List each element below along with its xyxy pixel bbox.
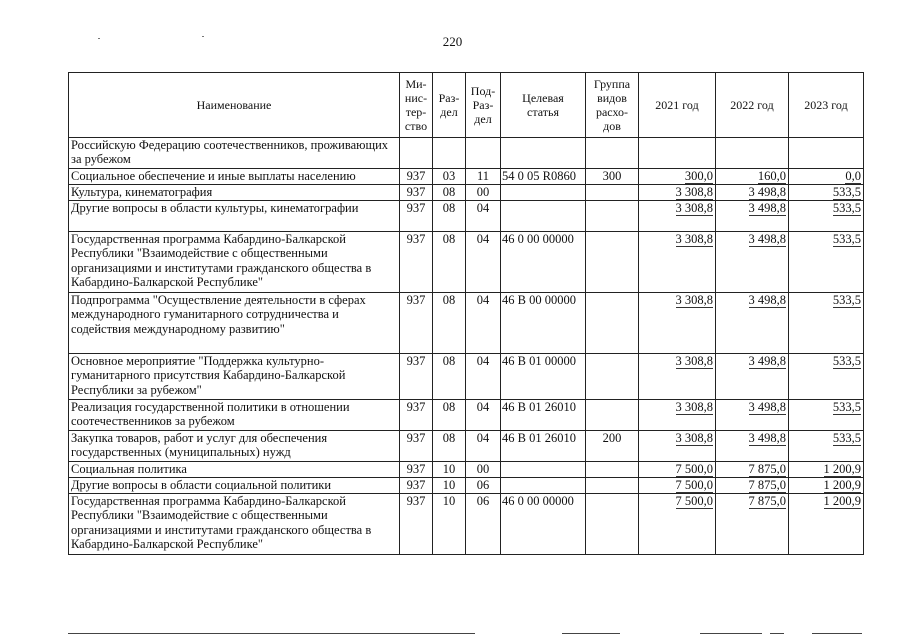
- table-row: [69, 431, 864, 462]
- header-section: Раз- дел: [433, 73, 466, 138]
- cell-2023-value: 533,5: [832, 185, 861, 199]
- cell-2023: [789, 293, 864, 354]
- cell-2021: [639, 494, 716, 555]
- cell-ministry: 937: [400, 354, 433, 400]
- cell-2022: [716, 431, 789, 462]
- header-name: Наименование: [69, 73, 400, 138]
- cell-2023: [789, 494, 864, 555]
- cell-2021-value: 300,0: [684, 169, 713, 183]
- cell-target-article: 46 0 00 00000: [501, 494, 586, 555]
- cell-2023: [789, 169, 864, 185]
- table-row: [69, 478, 864, 494]
- cell-expense-group: [586, 462, 639, 478]
- cell-expense-group: [586, 138, 639, 169]
- cell-target-article: 46 В 01 26010: [501, 431, 586, 462]
- cell-2022: [716, 478, 789, 494]
- cell-subsection: 00: [466, 185, 501, 201]
- cell-subsection: 04: [466, 400, 501, 431]
- cell-ministry: 937: [400, 494, 433, 555]
- cell-subsection: 06: [466, 494, 501, 555]
- cell-ministry: [400, 138, 433, 169]
- cell-2021-value: 7 500,0: [675, 478, 713, 492]
- cell-ministry: 937: [400, 293, 433, 354]
- cell-2023-value: 533,5: [832, 400, 861, 414]
- cell-ministry: 937: [400, 462, 433, 478]
- table-row: [69, 462, 864, 478]
- cell-2023-value: 533,5: [832, 293, 861, 307]
- cell-subsection: 04: [466, 293, 501, 354]
- cell-2022-value: 3 498,8: [748, 185, 786, 199]
- cell-expense-group: [586, 185, 639, 201]
- cell-2021-value: 3 308,8: [675, 293, 713, 307]
- cell-2023: [789, 462, 864, 478]
- cell-subsection: 04: [466, 232, 501, 293]
- cell-target-article: [501, 138, 586, 169]
- cell-ministry: 937: [400, 201, 433, 232]
- header-2023: 2023 год: [789, 73, 864, 138]
- cell-target-article: [501, 185, 586, 201]
- table-row: [69, 494, 864, 555]
- table-row: [69, 201, 864, 232]
- cell-2021: [639, 201, 716, 232]
- cell-2023-value: 533,5: [832, 232, 861, 246]
- cell-section: 08: [433, 232, 466, 293]
- header-ministry: Ми- нис- тер- ство: [400, 73, 433, 138]
- cell-2022: [716, 354, 789, 400]
- cell-2023-value: 533,5: [832, 431, 861, 445]
- cell-expense-group: 300: [586, 169, 639, 185]
- bottom-rule: [770, 633, 784, 634]
- bottom-rule: [812, 633, 862, 634]
- cell-2021-value: 3 308,8: [675, 431, 713, 445]
- cell-expense-group: 200: [586, 431, 639, 462]
- cell-2022-value: 7 875,0: [748, 462, 786, 476]
- cell-target-article: [501, 478, 586, 494]
- cell-2023: [789, 354, 864, 400]
- cell-target-article: [501, 201, 586, 232]
- table-body: [69, 138, 864, 555]
- cell-name: Российскую Федерацию соотечественников, проживающих за рубежом: [69, 138, 400, 169]
- cell-expense-group: [586, 478, 639, 494]
- cell-expense-group: [586, 494, 639, 555]
- table-row: [69, 354, 864, 400]
- cell-2023: [789, 201, 864, 232]
- scan-speck: [202, 36, 204, 37]
- cell-section: 08: [433, 431, 466, 462]
- cell-2021-value: 7 500,0: [675, 462, 713, 476]
- header-target-article: Целевая статья: [501, 73, 586, 138]
- cell-2023: [789, 232, 864, 293]
- cell-ministry: 937: [400, 431, 433, 462]
- cell-2021-value: 3 308,8: [675, 185, 713, 199]
- cell-name: Подпрограмма "Осуществление деятельности в сферах международного гуманитарного сотрудничества и содействия международному развитию": [69, 293, 400, 354]
- cell-target-article: 46 В 01 00000: [501, 354, 586, 400]
- cell-2022-value: 7 875,0: [748, 478, 786, 492]
- cell-subsection: 04: [466, 431, 501, 462]
- cell-2021-value: 3 308,8: [675, 354, 713, 368]
- cell-section: [433, 138, 466, 169]
- cell-2021: [639, 462, 716, 478]
- cell-name: Социальная политика: [69, 462, 400, 478]
- cell-2021-value: 3 308,8: [675, 232, 713, 246]
- cell-subsection: [466, 138, 501, 169]
- cell-2023-value: 0,0: [845, 169, 861, 183]
- cell-section: 08: [433, 354, 466, 400]
- header-expense-group: Группа видов расхо- дов: [586, 73, 639, 138]
- cell-2021: [639, 400, 716, 431]
- cell-section: 10: [433, 462, 466, 478]
- cell-section: 08: [433, 201, 466, 232]
- cell-2021: [639, 138, 716, 169]
- cell-section: 08: [433, 293, 466, 354]
- cell-2023-value: 1 200,9: [823, 478, 861, 492]
- cell-section: 08: [433, 400, 466, 431]
- cell-subsection: 06: [466, 478, 501, 494]
- cell-expense-group: [586, 232, 639, 293]
- cell-2021: [639, 185, 716, 201]
- cell-name: Закупка товаров, работ и услуг для обеспечения государственных (муниципальных) нужд: [69, 431, 400, 462]
- cell-2021-value: 3 308,8: [675, 201, 713, 215]
- cell-2022: [716, 400, 789, 431]
- cell-2022: [716, 293, 789, 354]
- cell-2022-value: 3 498,8: [748, 354, 786, 368]
- cell-ministry: 937: [400, 400, 433, 431]
- cell-2021: [639, 431, 716, 462]
- cell-name: Социальное обеспечение и иные выплаты населению: [69, 169, 400, 185]
- table-row: [69, 185, 864, 201]
- cell-2021: [639, 293, 716, 354]
- cell-ministry: 937: [400, 232, 433, 293]
- cell-2022-value: 160,0: [757, 169, 786, 183]
- cell-section: 03: [433, 169, 466, 185]
- cell-2023: [789, 138, 864, 169]
- cell-name: Другие вопросы в области социальной политики: [69, 478, 400, 494]
- cell-2023: [789, 478, 864, 494]
- cell-section: 10: [433, 478, 466, 494]
- header-2021: 2021 год: [639, 73, 716, 138]
- cell-expense-group: [586, 293, 639, 354]
- bottom-rule: [562, 633, 620, 634]
- cell-2022-value: 3 498,8: [748, 293, 786, 307]
- cell-2021: [639, 169, 716, 185]
- cell-2021: [639, 232, 716, 293]
- cell-2023: [789, 431, 864, 462]
- cell-2021-value: 3 308,8: [675, 400, 713, 414]
- cell-subsection: 04: [466, 201, 501, 232]
- table-row: [69, 169, 864, 185]
- cell-name: Другие вопросы в области культуры, кинематографии: [69, 201, 400, 232]
- cell-2023: [789, 400, 864, 431]
- table-row: [69, 232, 864, 293]
- cell-2021: [639, 354, 716, 400]
- cell-ministry: 937: [400, 185, 433, 201]
- bottom-rule: [68, 633, 475, 634]
- table-row: [69, 138, 864, 169]
- cell-2022-value: 7 875,0: [748, 494, 786, 508]
- cell-ministry: 937: [400, 169, 433, 185]
- cell-subsection: 00: [466, 462, 501, 478]
- cell-2023: [789, 185, 864, 201]
- cell-name: Государственная программа Кабардино-Балкарской Республики "Взаимодействие с общественными организациями и институтами гражданского общества в Кабардино-Балкарской Республике": [69, 494, 400, 555]
- page-number: 220: [442, 34, 463, 49]
- cell-2022: [716, 494, 789, 555]
- cell-name: Культура, кинематография: [69, 185, 400, 201]
- cell-section: 10: [433, 494, 466, 555]
- cell-2022: [716, 201, 789, 232]
- cell-2022-value: 3 498,8: [748, 201, 786, 215]
- bottom-rule: [700, 633, 762, 634]
- cell-subsection: 04: [466, 354, 501, 400]
- cell-target-article: 46 0 00 00000: [501, 232, 586, 293]
- cell-target-article: 46 В 00 00000: [501, 293, 586, 354]
- cell-expense-group: [586, 400, 639, 431]
- cell-expense-group: [586, 201, 639, 232]
- cell-subsection: 11: [466, 169, 501, 185]
- cell-2021-value: 7 500,0: [675, 494, 713, 508]
- scan-speck: [98, 38, 100, 39]
- cell-2023-value: 1 200,9: [823, 494, 861, 508]
- cell-target-article: [501, 462, 586, 478]
- table-row: [69, 293, 864, 354]
- cell-2022: [716, 185, 789, 201]
- cell-2023-value: 533,5: [832, 201, 861, 215]
- cell-name: Основное мероприятие "Поддержка культурно-гуманитарного присутствия Кабардино-Балкарской Республики за рубежом": [69, 354, 400, 400]
- budget-table: [68, 72, 864, 555]
- cell-name: Государственная программа Кабардино-Балкарской Республики "Взаимодействие с общественными организациями и институтами гражданского общества в Кабардино-Балкарской Республике": [69, 232, 400, 293]
- cell-2022: [716, 169, 789, 185]
- header-subsection: Под- Раз- дел: [466, 73, 501, 138]
- header-2022: 2022 год: [716, 73, 789, 138]
- cell-2022: [716, 138, 789, 169]
- cell-target-article: 46 В 01 26010: [501, 400, 586, 431]
- header-row: [69, 73, 864, 138]
- cell-name: Реализация государственной политики в отношении соотечественников за рубежом: [69, 400, 400, 431]
- cell-2022-value: 3 498,8: [748, 400, 786, 414]
- cell-expense-group: [586, 354, 639, 400]
- cell-target-article: 54 0 05 R0860: [501, 169, 586, 185]
- cell-2022-value: 3 498,8: [748, 431, 786, 445]
- cell-2023-value: 1 200,9: [823, 462, 861, 476]
- cell-2023-value: 533,5: [832, 354, 861, 368]
- cell-2021: [639, 478, 716, 494]
- cell-2022-value: 3 498,8: [748, 232, 786, 246]
- cell-2022: [716, 462, 789, 478]
- cell-ministry: 937: [400, 478, 433, 494]
- cell-2022: [716, 232, 789, 293]
- cell-section: 08: [433, 185, 466, 201]
- table-row: [69, 400, 864, 431]
